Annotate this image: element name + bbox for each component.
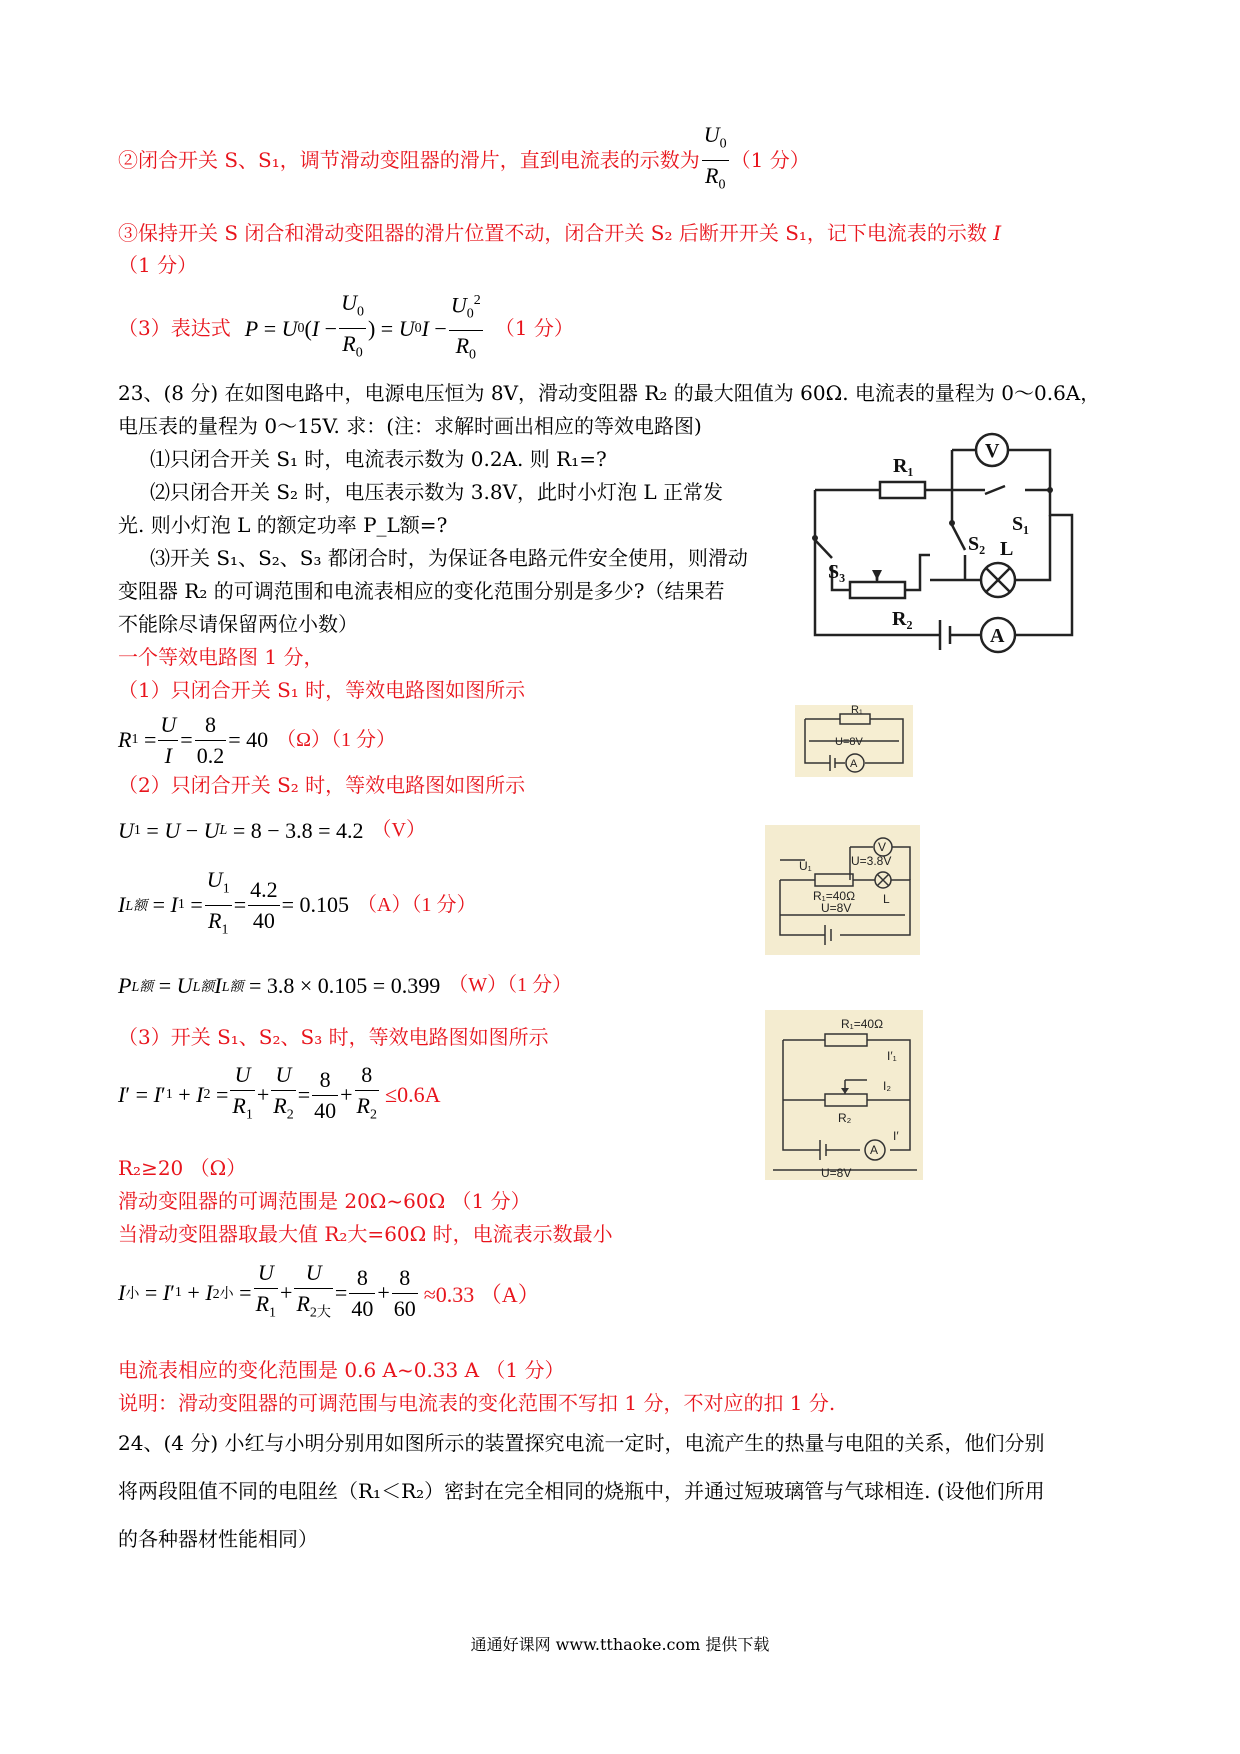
step2-text: ②闭合开关 S、S₁，调节滑动变阻器的滑片，直到电流表的示数为 [118,147,700,172]
answer3-max-case: 当滑动变阻器取最大值 R₂大=60Ω 时，电流表示数最小 [118,1222,613,1246]
step2-score: （1 分） [730,147,810,172]
equivalent-circuit-2 [765,825,920,955]
answer2-il-equation: I L额 = I 1 = $\frac{U_1}{R_1}$ = $\frac{4.2}{40}$ = 0.105 （A）（1 分） [118,867,477,937]
q23-line1: 23、(8 分) 在如图电路中，电源电压恒为 8V，滑动变阻器 R₂ 的最大阻值为 60Ω. 电流表的量程为 0～0.6A， [118,381,1101,405]
equivalent-circuit-1 [795,705,913,777]
eq3-Ip-label: I′ [893,1129,899,1143]
page-footer: 通通好课网 www.tthaoke.com 提供下载 [470,1635,770,1654]
main-R2-label: R₂ [892,608,913,630]
q24-line2: 将两段阻值不同的电阻丝（R₁＜R₂）密封在完全相同的烧瓶中，并通过短玻璃管与气球相连. (设他们所用 [118,1479,1045,1503]
main-V-label: V [985,440,1000,462]
answer3-current-range: 电流表相应的变化范围是 0.6 A~0.33 A （1 分） [118,1358,565,1382]
q24-line3: 的各种器材性能相同） [118,1527,318,1551]
q24-line1: 24、(4 分) 小红与小明分别用如图所示的装置探究电流一定时，电流产生的热量与电阻的关系，他们分别 [118,1431,1045,1455]
main-L-label: L [1000,538,1014,560]
eq2-R1-label: R₁=40Ω [813,889,856,903]
q23-part2b: 光. 则小灯泡 L 的额定功率 P_L额=? [118,513,448,537]
answer3-heading: （3）开关 S₁、S₂、S₃ 时，等效电路图如图所示 [118,1025,549,1049]
answer1-equation: R 1 = $\frac{U}{I}$ = $\frac{8}{0.2}$ = 40 （Ω）（1 分） [118,711,396,768]
main-circuit-diagram [800,430,1080,665]
answer1-heading: （1）只闭合开关 S₁ 时，等效电路图如图所示 [118,678,526,702]
eq1-R1-label: R₁ [851,705,863,716]
main-S3-label: S₃ [828,561,846,583]
q23-line2: 电压表的量程为 0～15V. 求：(注：求解时画出相应的等效电路图) [118,414,702,438]
eq3-R2-label: R₂ [838,1111,852,1125]
eq1-U-label: U=8V [835,736,863,748]
eq3-A-label: A [870,1143,879,1157]
answer3-r2-result: R₂≥20 （Ω） [118,1156,247,1180]
main-S1-label: S₁ [1012,513,1030,535]
eq3-I1-label: I′₁ [887,1049,897,1063]
main-A-label: A [990,625,1005,647]
q23-part3a: ⑶开关 S₁、S₂、S₃ 都闭合时，为保证各电路元件安全使用，则滑动 [150,546,748,570]
answer3-note: 说明：滑动变阻器的可调范围与电流表的变化范围不写扣 1 分，不对应的扣 1 分. [118,1391,836,1415]
eq2-U-label: U=8V [821,901,852,915]
eq3-U-label: U=8V [821,1166,852,1180]
q23-part2a: ⑵只闭合开关 S₂ 时，电压表示数为 3.8V，此时小灯泡 L 正常发 [150,480,724,504]
eq2-V-label: V [878,840,887,854]
answer-note: 一个等效电路图 1 分， [118,645,324,669]
expression-line: （3）表达式 P = U 0 ( I − $\frac{U_0}{R_0}$ ) = U 0 I − $\frac{U_0^2}{R_0}$ （1 分） [118,288,574,368]
answer3-current-inequality: I ′ = I ′ 1 + I 2 = $\frac{U}{R_1}$ + $\frac{U}{R_2}$ = $\frac{8}{40}$ + $\frac{8}{R_2}$ ≤0.6A [118,1061,441,1123]
q23-part3c: 不能除尽请保留两位小数） [118,612,358,636]
eq3-R1-label: R₁=40Ω [841,1017,884,1031]
q23-part1: ⑴只闭合开关 S₁ 时，电流表示数为 0.2A. 则 R₁=? [150,447,607,471]
step3-line: ③保持开关 S 闭合和滑动变阻器的滑片位置不动，闭合开关 S₂ 后断开开关 S₁，记下电流表的示数 I [118,221,1002,245]
eq2-UL-label: U=3.8V [851,854,892,868]
answer3-range: 滑动变阻器的可调范围是 20Ω~60Ω （1 分） [118,1189,531,1213]
equivalent-circuit-3 [765,1010,923,1180]
q23-part3b: 变阻器 R₂ 的可调范围和电流表相应的变化范围分别是多少?（结果若 [118,579,725,603]
eq2-U1-label: U₁ [799,859,812,873]
answer2-pl-equation: P L额 = U L额 I L额 = 3.8 × 0.105 = 0.399 （W）（1 分） [118,972,573,998]
eq2-L-label: L [883,892,890,906]
step3-score: （1 分） [118,253,198,277]
answer3-imin-equation: I 小 = I ′ 1 + I 2小 = $\frac{U}{R_1}$ + $\frac{U}{R_{2大}}$ = $\frac{8}{40}$ + $\frac{8}{60}$ ≈0.33 （A） [118,1259,540,1321]
step2-fraction: $\frac{U_0}{R_0}$ [703,122,727,192]
expression-formula: P = U 0 ( I − $\frac{U_0}{R_0}$ ) = U 0 I − $\frac{U_0^2}{R_0}$ [245,286,485,370]
main-R1-label: R₁ [893,455,914,477]
eq3-I2-label: I₂ [883,1079,891,1093]
answer2-u1-equation: U 1 = U − U L = 8 − 3.8 = 4.2 （V） [118,817,426,843]
answer2-heading: （2）只闭合开关 S₂ 时，等效电路图如图所示 [118,773,526,797]
main-S2-label: S₂ [968,533,986,555]
eq1-A-label: A [850,758,858,770]
step2-line [118,122,810,192]
